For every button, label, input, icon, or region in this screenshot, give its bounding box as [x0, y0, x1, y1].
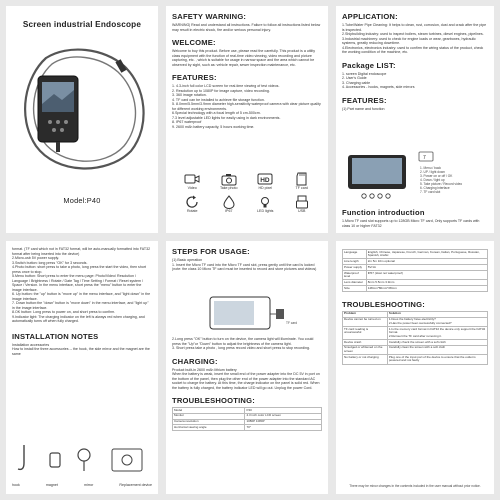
- table-row: Lens diameter 8mm 5.5mm 3.9mm: [343, 280, 488, 286]
- table-row: Waterproof level IP67 (Host not waterproof): [343, 270, 488, 279]
- package-item: 2. User's Guide: [342, 76, 367, 80]
- install-text: Installation accessories How to install the three accessories -- the hook, the side mirror and the magnet are the same: [12, 342, 150, 356]
- table-row: Camera resolution 1080P 1080P: [173, 419, 322, 425]
- feature-item: 6.Special technology with a focal length of 5 cm-500cm.: [172, 111, 261, 115]
- table-row: No battery or not charging Plug one of the input port of the device to ensure that the outlet is powered and not faulty: [343, 355, 488, 364]
- application-heading: APPLICATION:: [342, 12, 398, 21]
- buttons-install-panel: [6, 241, 158, 494]
- button-desc: 6. Up button: the "up" button is "move up" in the menu interface, and "light down" in the image interface.: [12, 292, 151, 301]
- charging-heading: CHARGING:: [172, 356, 218, 366]
- part-item: 7. TF card slot: [420, 190, 441, 194]
- feature-item: 7.3 level adjustable LED lights for easily using in dark environments.: [172, 115, 281, 120]
- package-heading: Package LIST:: [342, 60, 396, 70]
- feature-icon-grid: [174, 172, 320, 213]
- feature-item: 3. 360 image rotation.: [172, 93, 207, 97]
- waterproof-icon: [211, 195, 248, 209]
- table-row: Model P40: [173, 408, 322, 414]
- safety-heading: SAFETY WARNING:: [172, 12, 247, 21]
- package-item: 1. screen Digital endoscope: [342, 71, 387, 76]
- steps-subtitle: (1) Basic operation: [172, 258, 203, 262]
- features-heading: FEATURES:: [172, 73, 217, 82]
- application-item: 4.Electronics, electronics industry: used to confirm the wiring status of the product, check the working condition of the machine, etc.: [342, 45, 484, 54]
- table-row: Smudged or whitened on the screen Carefully clean the screen with a soft cloth: [343, 345, 488, 354]
- table-row: Problem Solution: [343, 311, 488, 317]
- device-diagram: [342, 151, 412, 203]
- hook-label: hook: [12, 483, 20, 487]
- parts-list: [420, 166, 490, 194]
- feature-item: 4. TF card can be installed to achieve file storage function.: [172, 97, 265, 102]
- step-2: 2.Long press "OK" button to turn on the device, the camera light will illuminate. You could press the "Up"or "Down" button to adjust the brightness of the camera light.: [172, 337, 314, 346]
- accessory-labels: [12, 483, 152, 487]
- endoscope-device-image: [6, 36, 158, 186]
- led-icon: [247, 195, 284, 209]
- icon-cell: USB: [284, 195, 321, 213]
- package-item: 4. Accessories - hooks, magnets, side mirrors: [342, 85, 415, 89]
- charging-text: Product built-in 2600 mAh lithium battery When the battery is weak, insert the small end of the power adapter into the DC 5V in port on the bottom of the panel, then plug the other end of the power adapter into the standard AC socket to charge the battery. At this time, the charge indicator on the panel is solid red. When the battery is fully charged, the battery indicator LED will go out. Unplug the power Cord.: [172, 367, 320, 390]
- package-list: [342, 72, 488, 90]
- tf-card-insert-diagram: [206, 293, 296, 333]
- button-desc: format. (TF card which not in FAT32 format, will be auto-manually formatted into FAT32 format after being inserted into the device): [12, 247, 151, 256]
- button-desc: 2.Micro-usb 5V power supply.: [12, 256, 60, 260]
- icon-cell: Video: [174, 172, 211, 190]
- rotate-icon: [174, 195, 211, 209]
- table-row: Language English, Chinese, Japanese, French, German, Korean, Italian, Portuguese, Russian, Spanish, Arabic: [343, 250, 488, 259]
- icon-cell: Rotate: [174, 195, 211, 213]
- table-row: Device crash Carefully check the screen with a soft cloth: [343, 340, 488, 346]
- application-list: [342, 23, 488, 55]
- step-3: 3. Short press take a photo , long press record video and short press to stop recording.: [172, 346, 311, 350]
- troubleshooting-panel: [336, 241, 494, 494]
- application-panel: [336, 6, 494, 233]
- feature-item: 2. Resolution up to 1080P for image capture, video recording.: [172, 88, 270, 93]
- package-item: 3. Charging cable: [342, 80, 371, 85]
- features-heading: FEATURES:: [342, 95, 387, 105]
- part-item: 5. Take picture / Record video: [420, 182, 463, 186]
- part-item: 1. Menu / back: [420, 166, 441, 170]
- table-row: Line length 2m 5m 10m optional: [343, 259, 488, 265]
- button-desc: 9.Indicator light: The charging indicator on the left is always red when charging, and automatically turns off when fully charged.: [12, 314, 145, 323]
- safety-text: WARNING| Read and understand all instructions. Failure to follow all instructions listed below may result in electric shock, fire and/or serious personal injury.: [172, 23, 321, 32]
- svg-text:HD: HD: [260, 177, 270, 184]
- product-title: Screen industrial Endoscope: [22, 20, 142, 29]
- button-desc: 5.Menu button: Short press to enter the menu page: Photo/Video/ Resolution / Language / Brightness / Rotate / Date Tag / Time Setting / Format / Reset system / Space / Version. In the menu interface, short press the "menu" button to enter the image interface.: [12, 274, 143, 292]
- icon-cell: HD HD pixel: [247, 172, 284, 190]
- magnet-label: magnet: [45, 483, 58, 487]
- button-desc: 3.Switch button: long press "OK" for 3 seconds.: [12, 260, 88, 265]
- usb-icon: [284, 195, 321, 209]
- install-heading: INSTALLATION NOTES: [12, 331, 99, 341]
- button-desc: 7. Down button:the "down" button is "move down" in the menu interface, and "light up" in the image interface.: [12, 301, 149, 310]
- application-item: 1.Tube/Water Pipe Cleaning: It helps to clean, rust, corrosion, dust and crack after the pipe is inspected.: [342, 23, 487, 32]
- features-list: [172, 84, 322, 129]
- part-item: 3. Power on or off / OK: [420, 174, 453, 178]
- camera-icon: [211, 172, 248, 186]
- table-row: Power supply 5V/1A: [343, 265, 488, 271]
- feature-item: 8. IP67 waterproof: [172, 120, 202, 124]
- part-item: 6. Charging interface: [420, 186, 450, 190]
- footnote: There may be minor changes in the contents included in the user manual without prior notice.: [349, 484, 481, 488]
- icon-cell: Take photo: [211, 172, 248, 190]
- table-row: Monitor 4.3 inch color LCD screen: [173, 413, 322, 419]
- part-item: 2. UP / light down: [420, 170, 445, 174]
- steps-heading: STEPS FOR USAGE:: [172, 247, 250, 256]
- video-camera-icon: [174, 172, 211, 186]
- table-row: TF card reading is unsuccessful 1.Is the memory card format in FAT32 the device only support the FAT32 format. 2.Reinsert the TF card after removing it.: [343, 327, 488, 340]
- icon-cell: IP67: [211, 195, 248, 213]
- welcome-heading: WELCOME:: [172, 38, 216, 47]
- step-1: 1. Insert the Micro TF card into the Micro TF card slot, press gently until the card is locked (note: the class 10 Micro TF card must be inserted to record and store pictures and videos): [172, 262, 317, 271]
- feature-item: 9. 2600 mAh battery capacity, 5 hours working time.: [172, 124, 255, 129]
- accessory-diagram: [12, 441, 152, 481]
- hd-icon: [247, 172, 284, 186]
- table-row: Size 148mm*80mm*28mm: [343, 286, 488, 292]
- steps-panel: [166, 241, 328, 494]
- safety-features-panel: [166, 6, 328, 233]
- part-item: 4. Down / light up: [420, 178, 445, 182]
- mirror-label: mirror: [83, 483, 94, 487]
- feature-item: 1. 4.3-inch full color LCD screen for real-time viewing of test videos.: [172, 84, 280, 88]
- application-item: 3.Industrial machinery: used to check for engine loads or wear, gearboxes, hydraulic systems, greatly reducing downtime.: [342, 36, 476, 45]
- button-desc: 8.OK button: Long press to power on, and short press to confirm.: [12, 310, 116, 314]
- model-label: Model:P40: [63, 196, 101, 205]
- replacement-label: Replacement device: [119, 483, 152, 487]
- button-desc: 4.Photo button: short press to take a photo, long press the start the video, then short press once to stop.: [12, 265, 147, 274]
- function-heading: Function introduction: [342, 208, 425, 217]
- tf-card-callout: TF card: [286, 321, 297, 325]
- cover-panel: [6, 6, 158, 233]
- spec-table: [172, 407, 322, 431]
- troubleshooting-heading: TROUBLESHOOTING:: [342, 299, 425, 309]
- svg-text:7: 7: [423, 155, 426, 161]
- icon-cell: TF card: [284, 172, 321, 190]
- features-subtitle: (1) Part name and function: [342, 106, 385, 111]
- troubleshooting-table: [342, 311, 488, 365]
- table-row: Horizontal viewing angle 70°: [173, 425, 322, 431]
- welcome-text: Welcome to buy this product. Before use, please read the carefully. This product is a utility class equipment with the function of real-time video viewing, video recording and picture capturing, etc. , which is suitable for usage in narrow space and the area which cannot be observed by sight, such as: vehicle repair, sewer inspection maintenance, etc.: [172, 49, 316, 67]
- device-top-diagram: [418, 151, 434, 163]
- spec-table-continued: [342, 249, 488, 292]
- application-item: 2.Shipbuilding industry: used to inspect boilers, steam turbines, diesel engines, pipelines.: [342, 32, 484, 36]
- troubleshooting-heading: TROUBLESHOOTING:: [172, 396, 255, 405]
- tf-card-icon: [284, 172, 321, 186]
- feature-item: 5. 8.0mm/5.5mm/3.9mm diameter high-sensitivity waterproof camera with clear picture quality for different working environments.: [172, 102, 321, 111]
- function-text: 1.Micro TF card slot supports up to 128GB Micro TF card, Only supports TF cards with class 10 or higher FAT32: [342, 219, 480, 228]
- icon-cell: LED lights: [247, 195, 284, 213]
- table-row: Device cannot be turned on 1.Does the battery have electricity? 2.Has the power been successfully connected?: [343, 317, 488, 326]
